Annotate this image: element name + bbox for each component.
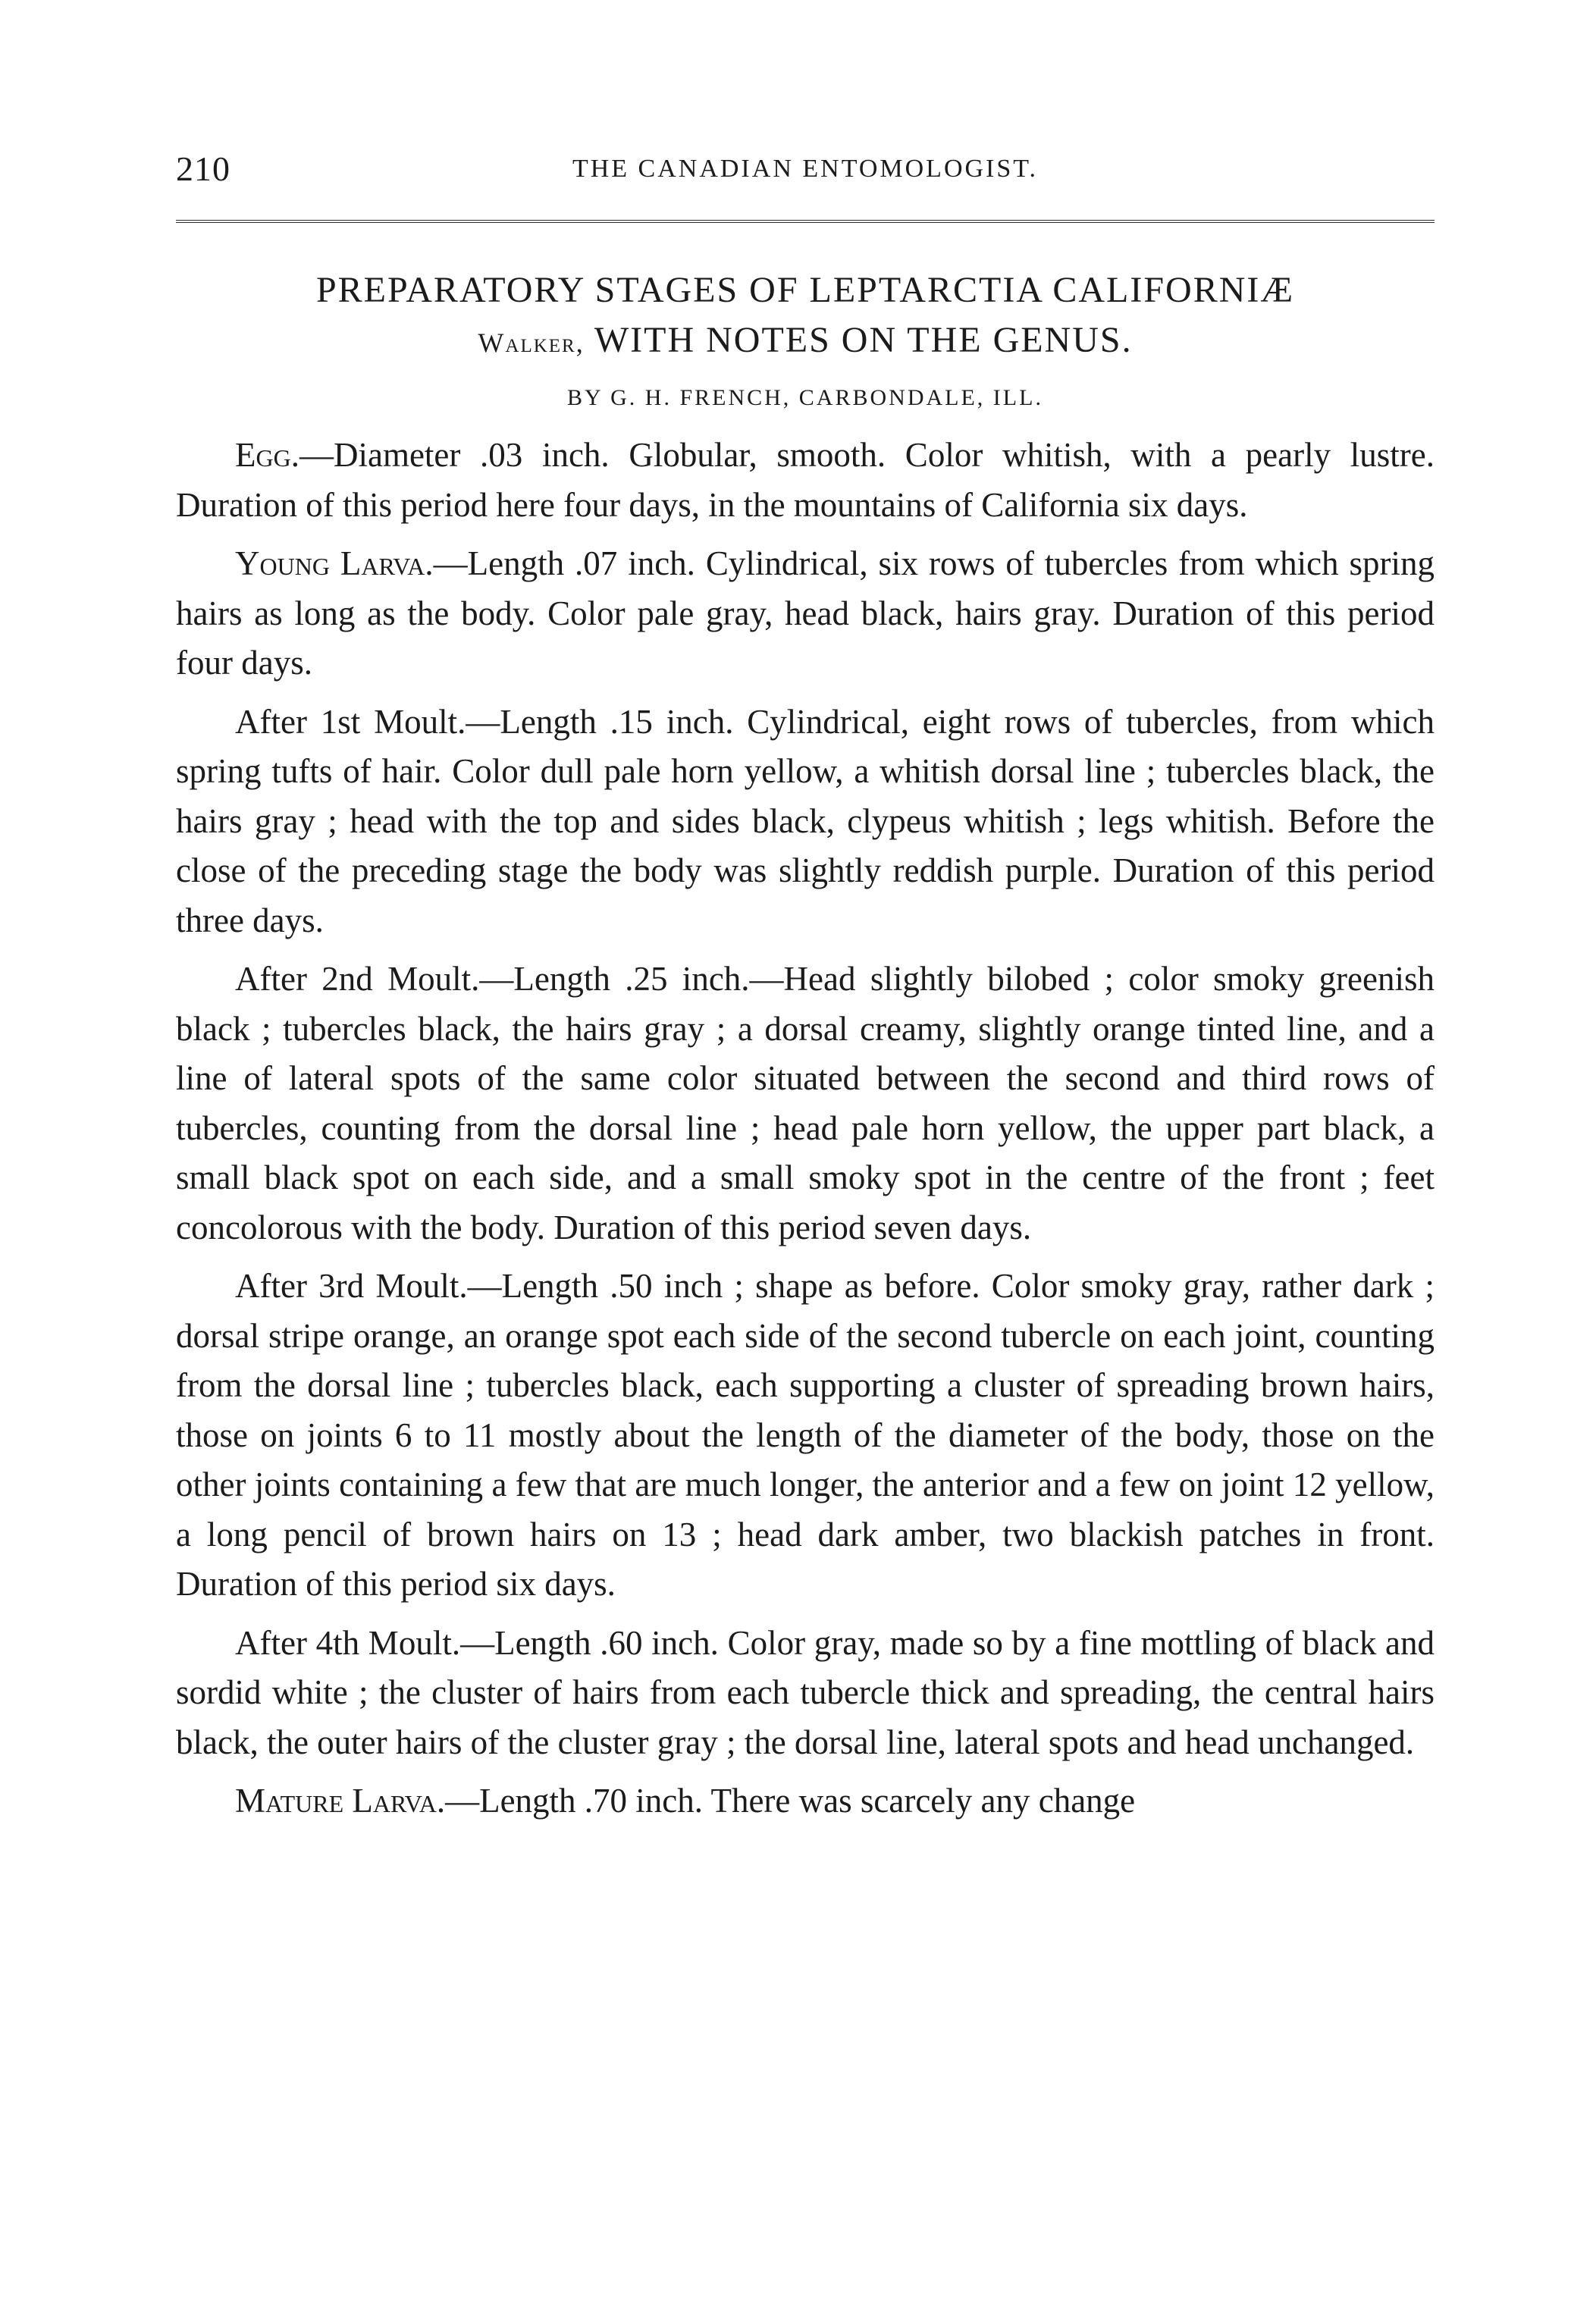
article-title-line-1: PREPARATORY STAGES OF LEPTARCTIA CALIFORNIÆ: [315, 270, 1295, 310]
species-author: Walker,: [478, 328, 585, 358]
paragraph-young-larva: [176, 539, 1435, 688]
paragraph-second-moult: [176, 955, 1435, 1252]
paragraph-text: After 1st Moult.—Length .15 inch. Cylindrical, eight rows of tubercles, from which spring tufts of hair. Color dull pale horn yellow, a whitish dorsal line ; tubercles black, the hairs gray ; head with the top and sides black, clypeus whitish ; legs whitish. Before the close of the preceding stage the body was slightly reddish purple. Duration of this period three days.: [176, 702, 1435, 939]
article-title: [176, 265, 1435, 368]
header-rule: [176, 220, 1435, 223]
article-title-rest: WITH NOTES ON THE GENUS.: [584, 320, 1133, 360]
paragraph-first-moult: [176, 698, 1435, 946]
page-number: 210: [176, 149, 230, 188]
running-header: [176, 149, 1435, 194]
paragraph-third-moult: [176, 1262, 1435, 1610]
article-title-line-2: [176, 315, 1435, 368]
article-body: [176, 431, 1435, 1836]
paragraph-lead: Mature Larva.: [235, 1782, 446, 1820]
paragraph-lead: Young Larva.: [235, 544, 434, 582]
paragraph-text: After 4th Moult.—Length .60 inch. Color gray, made so by a fine mottling of black and sordid white ; the cluster of hairs from each tubercle thick and spreading, the central hairs black, the outer hairs of the cluster gray ; the dorsal line, lateral spots and head unchanged.: [176, 1623, 1435, 1761]
paragraph-lead: Egg.: [235, 436, 299, 474]
byline: BY G. H. FRENCH, CARBONDALE, ILL.: [567, 385, 1043, 410]
paragraph-text: —Diameter .03 inch. Globular, smooth. Color whitish, with a pearly lustre. Duration of this period here four days, in the mountains of California six days.: [176, 436, 1435, 524]
paragraph-egg: [176, 431, 1435, 530]
paragraph-text: After 2nd Moult.—Length .25 inch.—Head slightly bilobed ; color smoky greenish black ; tubercles black, the hairs gray ; a dorsal creamy, slightly orange tinted line, and a line of lateral spots of the same color situated between the second and third rows of tubercles, counting from the dorsal line ; head pale horn yellow, the upper part black, a small black spot on each side, and a small smoky spot in the centre of the front ; feet concolorous with the body. Duration of this period seven days.: [176, 960, 1435, 1246]
journal-title: THE CANADIAN ENTOMOLOGIST.: [572, 155, 1039, 183]
paragraph-mature-larva: [176, 1776, 1435, 1826]
paragraph-text: —Length .07 inch. Cylindrical, six rows of tubercles from which spring hairs as long as the body. Color pale gray, head black, hairs gray. Duration of this period four days.: [176, 544, 1435, 682]
paragraph-text: —Length .70 inch. There was scarcely any change: [445, 1782, 1136, 1820]
paragraph-text: After 3rd Moult.—Length .50 inch ; shape as before. Color smoky gray, rather dark ; dorsal stripe orange, an orange spot each side of the second tubercle on each joint, counting from the dorsal line ; tubercles black, each supporting a cluster of spreading brown hairs, those on joints 6 to 11 mostly about the length of the diameter of the body, those on the other joints containing a few that are much longer, the anterior and a few on joint 12 yellow, a long pencil of brown hairs on 13 ; head dark amber, two blackish patches in front. Duration of this period six days.: [176, 1267, 1435, 1603]
paragraph-fourth-moult: [176, 1619, 1435, 1768]
